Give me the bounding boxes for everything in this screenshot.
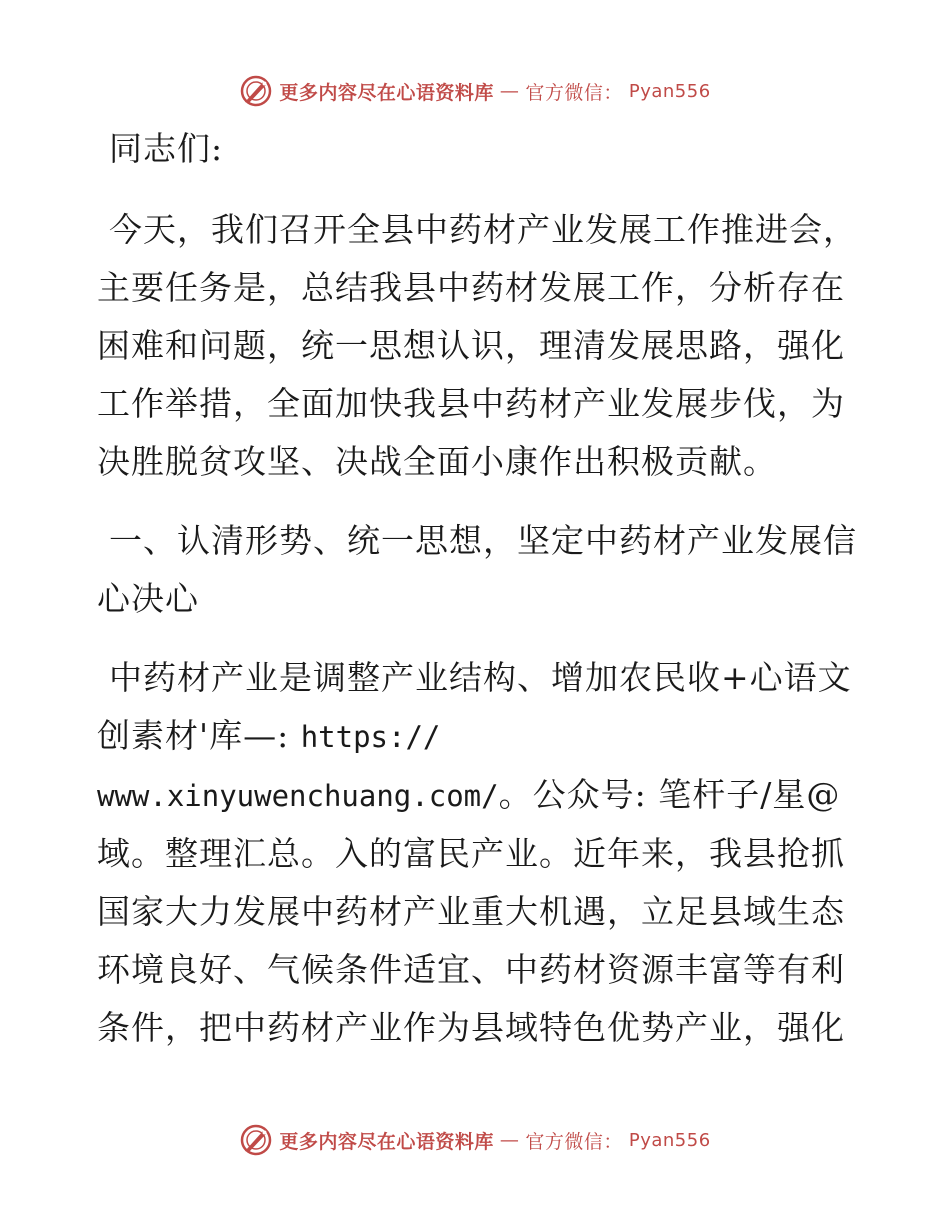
watermark-brand-text: 更多内容尽在心语资料库 — [279, 1130, 494, 1153]
watermark-banner-top — [0, 71, 950, 111]
paragraph-industry — [97, 649, 857, 1057]
url-domain: www.xinyuwenchuang.com/ — [97, 779, 499, 813]
document-body — [97, 120, 857, 1057]
watermark-account-label: 官方微信： — [525, 81, 623, 104]
watermark-account-label: 官方微信： — [525, 1130, 623, 1153]
quill-pen-logo-icon — [239, 1123, 273, 1157]
paragraph-industry-tail: 笔杆子/星@域。整理汇总。入的富民产业。近年来，我县抢抓国家大力发展中药材产业重大机遇，立足县域生态环境良好、气候条件适宜、中药材资源丰富等有利条件，把中药材产业作为县域特色优势产业，强化 — [97, 775, 845, 1047]
paragraph-intro: 今天，我们召开全县中药材产业发展工作推进会，主要任务是，总结我县中药材发展工作，分析存在困难和问题，统一思想认识，理清发展思路，强化工作举措，全面加快我县中药材产业发展步伐，为决胜脱贫攻坚、决战全面小康作出积极贡献。 — [97, 210, 857, 481]
watermark-brand-text: 更多内容尽在心语资料库 — [279, 81, 494, 104]
paragraph-industry-mid: 。公众号: — [498, 775, 647, 814]
watermark-separator: — — [499, 80, 520, 102]
watermark-account-id: Pyan556 — [628, 1129, 711, 1151]
url-protocol: https:// — [300, 720, 441, 754]
greeting: 同志们: — [109, 129, 224, 168]
section-heading-1: 一、认清形势、统一思想，坚定中药材产业发展信心决心 — [97, 521, 857, 618]
watermark-banner-bottom — [0, 1120, 950, 1160]
quill-pen-logo-icon — [239, 74, 273, 108]
watermark-separator: — — [499, 1129, 520, 1151]
paragraph-industry-lead: 中药材产业是调整产业结构、增加农民收+心语文创素材'库—: — [97, 658, 852, 755]
watermark-account-id: Pyan556 — [628, 80, 711, 102]
